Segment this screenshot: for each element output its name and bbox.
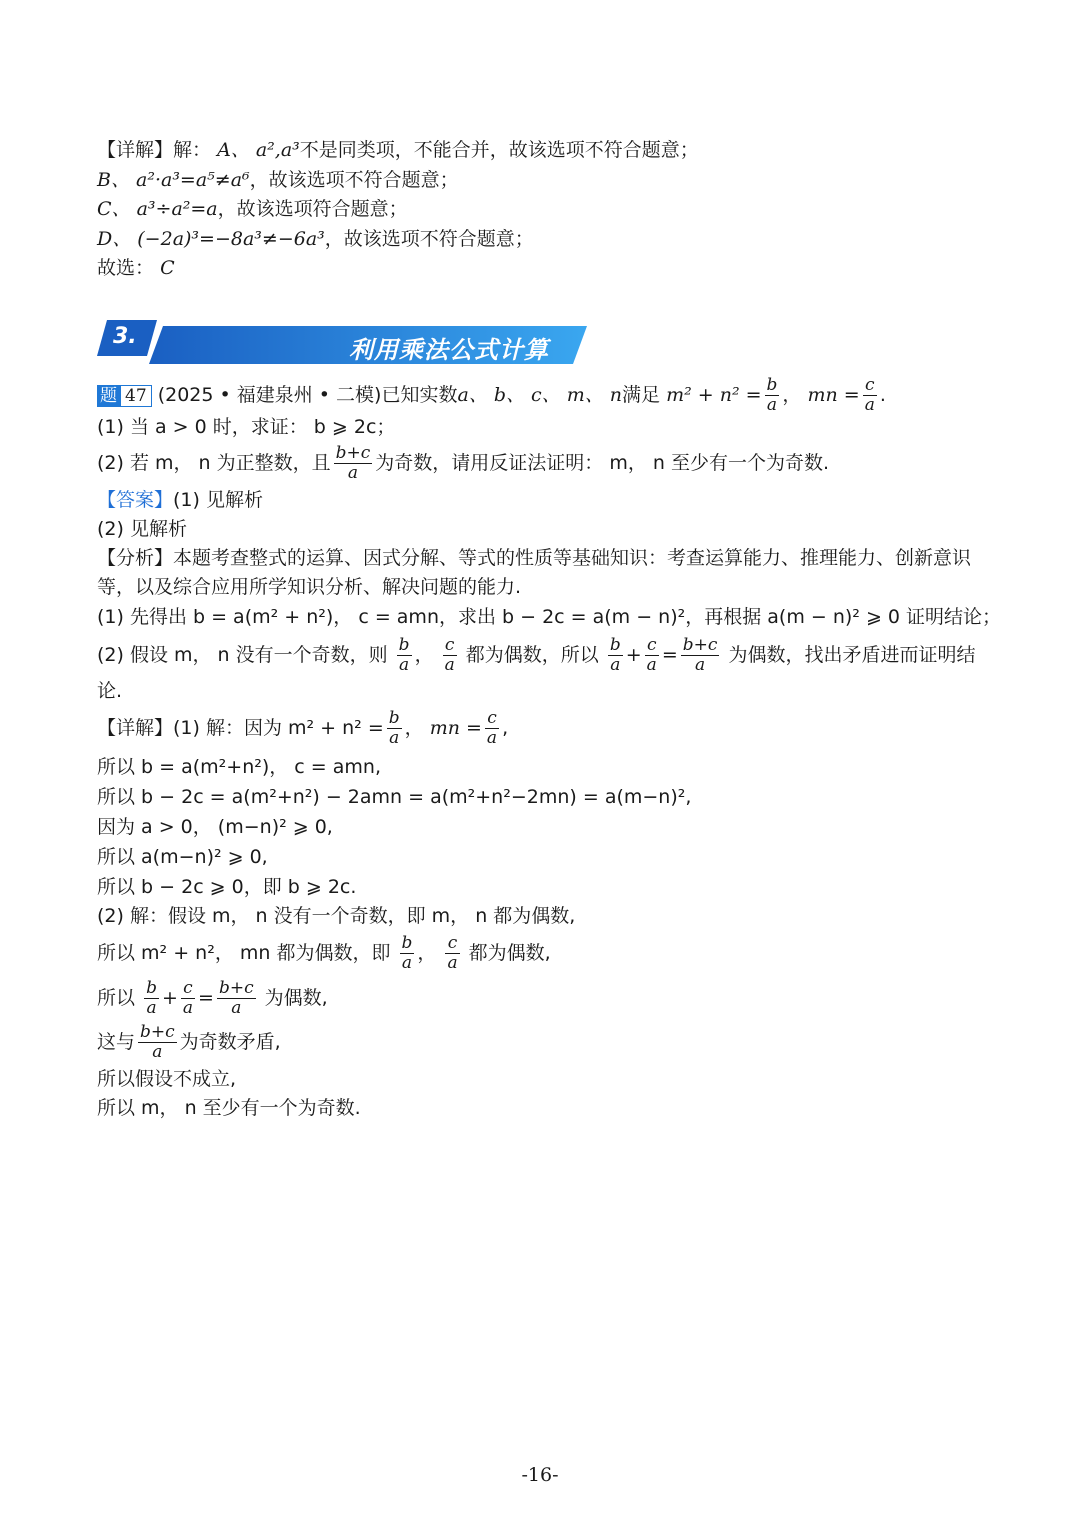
detail-line-4: 因为 a > 0， (m−n)² ⩾ 0, [97,816,333,838]
detail-line-3: 所以 b − 2c = a(m²+n²) − 2amn = a(m²+n²−2mn) = a(m−n)², [97,786,692,808]
math: D、 (−2a)³=−8a³≠−6a³ [97,228,325,250]
problem-part-1: (1) 当 a > 0 时，求证： b ⩾ 2c； [97,416,396,438]
text: 为奇数矛盾, [179,1031,281,1053]
detail-tag: 【详解】 [97,139,174,161]
text: 满足 [622,384,661,406]
fraction-bc-over-a: $\frac{b+c}{a}$ [218,978,254,1018]
answer-line-2: (2) 见解析 [97,518,187,540]
fraction-bc-over-a: $\frac{b+c}{a}$ [140,1022,175,1062]
math: mn = [807,384,860,406]
fraction-bc-over-a: $\frac{b+c}{a}$ [682,635,718,675]
math: m² + n² = [666,384,762,406]
detail-line-7: (2) 解：假设 m， n 没有一个奇数，即 m， n 都为偶数, [97,905,576,927]
analysis-line-1 [97,545,971,571]
fraction-bc-over-a: $\frac{b+c}{a}$ [335,443,371,483]
math: B、 a²·a³=a⁵≠a⁶ [97,169,250,191]
detail-line-2: 所以 b = a(m²+n²)， c = amn, [97,756,381,778]
fraction-c-over-a: $\frac{c}{a}$ [486,708,498,748]
fraction-c-over-a: $\frac{c}{a}$ [864,375,875,415]
fraction-b-over-a: $\frac{b}{a}$ [398,635,410,675]
problem-stem: 题 47 (2025 • 福建泉州 • 二模)已知实数a、 b、 c、 m、 n满足 m² + n² = $\frac{b}{a}$ ， mn = $\frac{c}{a}$ . [97,375,886,415]
detail-line-6: 所以 b − 2c ⩾ 0，即 b ⩾ 2c. [97,876,357,898]
text: 为偶数，找出矛盾进而证明结 [728,644,976,666]
analysis-line-2: 等，以及综合应用所学知识分析、解决问题的能力. [97,576,522,598]
text: (2) 假设 m， n 没有一个奇数，则 [97,644,388,666]
fraction-b-over-a: $\frac{b}{a}$ [401,933,413,973]
answer-tag: 【答案】 [97,489,174,511]
detail-line-11: 所以假设不成立, [97,1068,237,1090]
prev-detail-line-2 [97,167,459,193]
text: (1) 见解析 [173,489,263,511]
fraction-b-over-a: $\frac{b}{a}$ [766,375,778,415]
problem-tag-number: 47 [120,385,152,407]
section-banner [97,320,587,366]
text: 所以 m² + n²， mn 都为偶数，即 [97,942,391,964]
fraction-b-over-a: $\frac{b}{a}$ [388,708,400,748]
math: C [160,257,175,279]
analysis-line-5: 论. [97,680,123,702]
fraction-c-over-a: $\frac{c}{a}$ [646,635,657,675]
detail-line-9: 所以 $\frac{b}{a}$ + $\frac{c}{a}$ = $\frac{b+c}{a}$ 为偶数, [97,978,328,1018]
text: ，故该选项符合题意； [217,198,408,220]
text: ，故该选项不符合题意； [324,228,534,250]
page-number: -16- [521,1464,559,1486]
detail-line-10 [97,1022,281,1062]
fraction-c-over-a: $\frac{c}{a}$ [447,933,458,973]
problem-source: (2025 • 福建泉州 • 二模) [157,384,382,406]
fraction-b-over-a: $\frac{b}{a}$ [146,978,157,1018]
text: 本题考查整式的运算、因式分解、等式的性质等基础知识：考查运算能力、推理能力、创新意识 [173,547,972,569]
text: 故选： [97,257,155,279]
text: ，故该选项不符合题意； [249,169,459,191]
answer-line-1 [97,487,263,513]
text: (2) 若 m， n 为正整数，且 [97,452,331,474]
analysis-tag: 【分析】 [97,547,174,569]
detail-line-5: 所以 a(m−n)² ⩾ 0, [97,846,268,868]
text: 为偶数, [264,987,328,1009]
text: 已知实数 [381,384,458,406]
text: 这与 [97,1031,136,1053]
text: (1) 解：因为 m² + n² = [173,717,384,739]
fraction-b-over-a: $\frac{b}{a}$ [609,635,621,675]
problem-tag-label: 题 [97,385,120,407]
detail-tag: 【详解】 [97,717,174,739]
text: 都为偶数, [468,942,551,964]
fraction-c-over-a: $\frac{c}{a}$ [444,635,455,675]
text: 解： [173,139,212,161]
text: 都为偶数，所以 [465,644,599,666]
prev-detail-line-3 [97,196,408,222]
math: C、 a³÷a²=a [97,198,218,220]
detail-line-1: 【详解】(1) 解：因为 m² + n² = $\frac{b}{a}$ ， mn = $\frac{c}{a}$ , [97,708,509,748]
prev-detail-line-4 [97,226,534,252]
text: 所以 [97,987,136,1009]
prev-detail-line-5 [97,255,175,281]
prev-detail-line-1 [97,137,699,163]
math: A、 a²,a³ [217,139,300,161]
text: 不是同类项，不能合并，故该选项不符合题意； [299,139,699,161]
section-number: 3. [113,324,137,349]
detail-line-12: 所以 m， n 至少有一个为奇数. [97,1097,361,1119]
problem-part-2 [97,443,829,483]
math: a、 b、 c、 m、 n [457,384,623,406]
section-title: 利用乘法公式计算 [349,336,549,364]
text: 为奇数，请用反证法证明： m， n 至少有一个为奇数. [375,452,829,474]
analysis-line-4: (2) 假设 m， n 没有一个奇数，则 $\frac{b}{a}$ ， $\frac{c}{a}$ 都为偶数，所以 $\frac{b}{a}$ + $\frac{c}{a}$ = $\frac{b+c}{a}$ 为偶数，找出矛盾进而证明结 [97,635,976,675]
fraction-c-over-a: $\frac{c}{a}$ [182,978,194,1018]
math: mn = [429,717,482,739]
analysis-line-3: (1) 先得出 b = a(m² + n²)， c = amn，求出 b − 2c = a(m − n)²，再根据 a(m − n)² ⩾ 0 证明结论； [97,606,1002,628]
detail-line-8: 所以 m² + n²， mn 都为偶数，即 $\frac{b}{a}$ ， $\frac{c}{a}$ 都为偶数, [97,933,551,973]
